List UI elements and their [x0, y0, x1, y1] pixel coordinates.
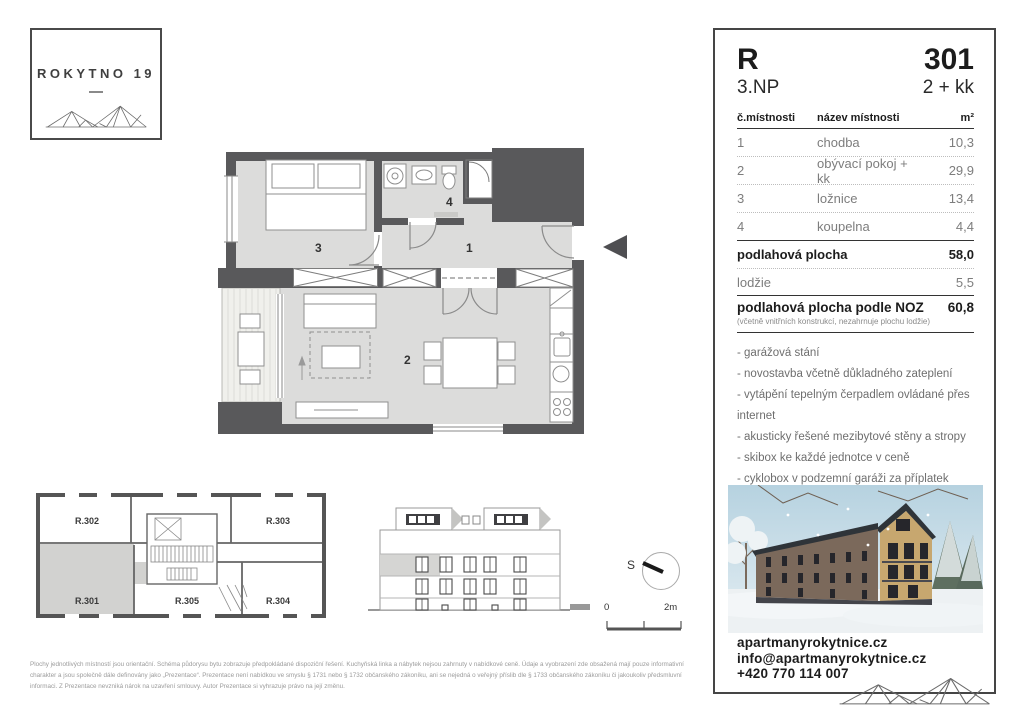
table-row: [737, 129, 974, 157]
unit-number: 301: [923, 43, 974, 76]
noz-block: [737, 295, 974, 333]
logo-box: [30, 28, 162, 140]
table-header-number: č.místnosti: [737, 112, 796, 124]
overview-unit-label-r302: R.302: [74, 516, 100, 526]
table-row: [737, 157, 974, 185]
features-list: [737, 343, 974, 490]
disclaimer-line-1: Plochy jednotlivých místností jsou orientační. Schéma půdorysu bytu zobrazuje předpokládané dispoziční řešení. Kuchyňská linka a nábytek nejsou zahrnuty v nabídkové ceně. Údaje a vyobrazení zde obsažená mají pouze informativní: [30, 661, 684, 668]
feature-item: - vytápění tepelným čerpadlem ovládané přes internet: [737, 389, 970, 422]
overview-plan-drawing: [35, 490, 327, 622]
room-no: 2: [737, 163, 745, 178]
noz-label: podlahová plocha podle NOZ: [737, 300, 924, 315]
room-table: [737, 108, 974, 333]
feature-item: - garážová stání: [737, 347, 820, 359]
room-area: 13,4: [948, 191, 974, 206]
room-area: 29,9: [948, 163, 974, 178]
floor-area-value: 58,0: [948, 247, 974, 262]
floor-plan-drawing: [218, 148, 630, 454]
feature-item: - skibox ke každé jednotce v ceně: [737, 452, 910, 464]
entry-arrow-icon: [603, 235, 627, 259]
disclaimer-line-3: informaci. Z Prezentace nevzniká nárok na uzavření smlouvy. Autor Prezentace si vyhrazuje právo na její změnu.: [30, 683, 345, 690]
logo-dash: [89, 91, 103, 93]
room-name: obývací pokoj + kk: [817, 155, 908, 186]
feature-item: - novostavba včetně důkladného zateplení: [737, 368, 953, 380]
contact-phone: +420 770 114 007: [737, 666, 849, 681]
floor-area-label: podlahová plocha: [737, 247, 848, 262]
loggia-value: 5,5: [955, 275, 974, 290]
room-label-bath: 4: [446, 195, 453, 209]
floor-label: 3.NP: [737, 77, 780, 98]
room-name: chodba: [817, 135, 860, 150]
table-header-area: m²: [960, 112, 974, 124]
contact-web: apartmanyrokytnice.cz: [737, 635, 888, 650]
compass-north-label: S: [627, 558, 636, 572]
table-row: [737, 185, 974, 213]
disposition-label: 2 + kk: [922, 77, 974, 98]
disclaimer-line-2: charakter a jsou společně dále definovány jako „Prezentace“. Prezentace není nabídkou ve smyslu § 1731 nebo § 1732 občanského zákoníku, ani se nejedná o veřejný příslib dle § 1733 občanského zákoníku či jakoukoliv předsmluvní: [30, 672, 682, 679]
logo-title: ROKYTNO 19: [36, 66, 156, 81]
elevation-drawing: [364, 494, 594, 620]
scale-zero-label: 0: [604, 602, 610, 613]
contact-email: info@apartmanyrokytnice.cz: [737, 650, 927, 666]
room-label-hall: 1: [466, 241, 473, 255]
noz-note: (včetně vnitřních konstrukcí, nezahrnuje plochu lodžie): [737, 317, 930, 326]
room-no: 3: [737, 191, 745, 206]
room-label-bedroom: 3: [315, 241, 322, 255]
compass-icon: [600, 542, 692, 600]
feature-item: - cyklobox v podzemní garáži za příplatek: [737, 473, 949, 485]
loggia-row: [737, 269, 974, 296]
room-no: 1: [737, 135, 745, 150]
panel-mountain-icon: [837, 670, 992, 706]
unit-info-panel: [713, 28, 996, 694]
loggia-label: lodžie: [737, 275, 771, 290]
table-header-row: [737, 108, 974, 129]
room-no: 4: [737, 219, 745, 234]
feature-item: - akusticky řešené mezibytové stěny a stropy: [737, 431, 966, 443]
scale-max-label: 2m: [664, 602, 678, 613]
disclaimer: [30, 659, 710, 692]
room-name: koupelna: [817, 219, 870, 234]
floor-area-row: [737, 240, 974, 269]
room-area: 4,4: [955, 219, 974, 234]
building-letter: R: [737, 43, 759, 76]
room-name: ložnice: [817, 191, 858, 206]
logo-mountain-icon: [44, 99, 148, 129]
room-label-living: 2: [404, 353, 411, 367]
table-row: [737, 213, 974, 240]
overview-unit-label-r304: R.304: [265, 596, 291, 606]
overview-unit-label-r305: R.305: [174, 596, 200, 606]
building-photo: [728, 485, 983, 633]
overview-unit-label-r301: R.301: [74, 596, 100, 606]
scale-bar: [598, 596, 694, 638]
overview-unit-label-r303: R.303: [265, 516, 291, 526]
noz-value: 60,8: [947, 300, 974, 315]
room-area: 10,3: [948, 135, 974, 150]
table-header-name: název místnosti: [817, 112, 900, 124]
